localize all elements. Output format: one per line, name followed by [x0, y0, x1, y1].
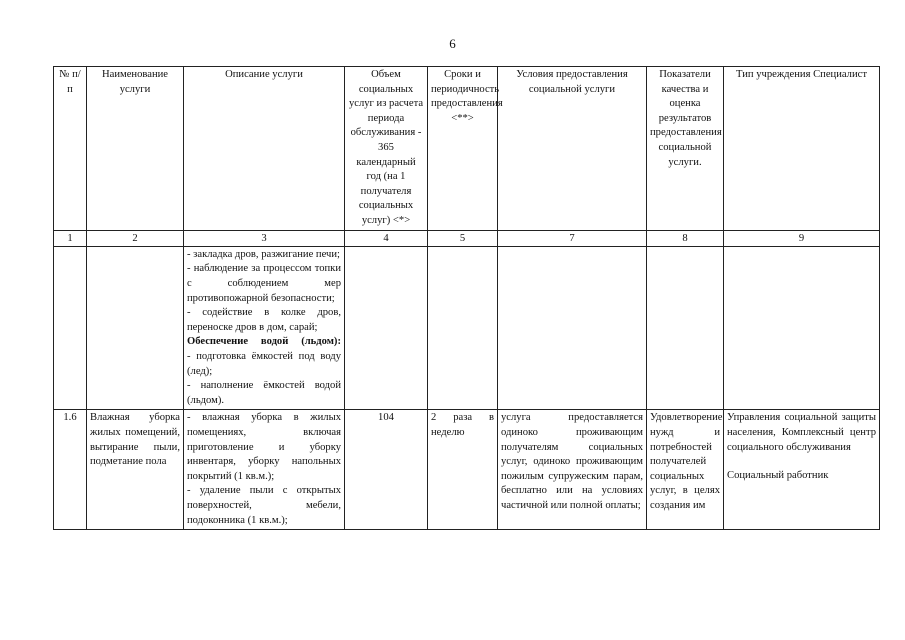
column-number: 8 [647, 230, 724, 246]
service-description-cell [184, 410, 345, 530]
cell-empty [54, 246, 87, 410]
header-description: Описание услуги [184, 67, 345, 231]
table-header-row [54, 67, 880, 231]
service-description-cell [184, 246, 345, 410]
table-row [54, 246, 880, 410]
service-name: Влажная уборка жилых помещений, вытирание пыли, подметание пола [87, 410, 184, 530]
cell-empty [345, 246, 428, 410]
description-subheading: Обеспечение водой (льдом): [187, 336, 341, 348]
header-volume: Объем социальных услуг из расчета периода обслуживания - 365 календарный год (на 1 получателя социальных услуг) <*> [345, 67, 428, 231]
column-number: 5 [428, 230, 498, 246]
description-item: - наполнение ёмкостей водой (льдом). [187, 380, 341, 406]
cell-empty [647, 246, 724, 410]
services-table [53, 66, 880, 530]
description-item: - удаление пыли с открытых поверхностей, мебели, подоконника (1 кв.м.); [187, 485, 341, 526]
header-period: Сроки и периодичность предоставления <**> [428, 67, 498, 231]
header-conditions: Условия предоставления социальной услуги [498, 67, 647, 231]
column-number-row [54, 230, 880, 246]
column-number: 1 [54, 230, 87, 246]
description-item: - закладка дров, разжигание печи; [187, 248, 340, 260]
table-row [54, 410, 880, 530]
service-period: 2 раза в неделю [428, 410, 498, 530]
column-number: 2 [87, 230, 184, 246]
column-number: 9 [724, 230, 880, 246]
cell-empty [498, 246, 647, 410]
cell-empty [428, 246, 498, 410]
service-quality: Удовлетворение нужд и потребностей получателей социальных услуг, в целях создания им [647, 410, 724, 530]
description-item: - подготовка ёмкостей под воду (лед); [187, 350, 341, 377]
service-volume: 104 [345, 410, 428, 530]
description-item: - наблюдение за процессом топки с соблюдением мер противопожарной безопасности; [187, 263, 341, 304]
header-number: № п/п [54, 67, 87, 231]
column-number: 4 [345, 230, 428, 246]
service-number: 1.6 [54, 410, 87, 530]
cell-empty [87, 246, 184, 410]
page-number: 6 [449, 36, 456, 51]
header-quality: Показатели качества и оценка результатов предоставления социальной услуги. [647, 67, 724, 231]
institution-type: Управления социальной защиты населения, Комплексный центр социального обслуживания [727, 412, 876, 453]
column-number: 3 [184, 230, 345, 246]
spacer [727, 455, 876, 469]
column-number: 7 [498, 230, 647, 246]
cell-empty [724, 246, 880, 410]
header-institution: Тип учреждения Специалист [724, 67, 880, 231]
description-item: - влажная уборка в жилых помещениях, включая приготовление и уборку инвентаря, уборку напольных покрытий (1 кв.м.); [187, 412, 341, 482]
service-conditions: услуга предоставляется одиноко проживающим получателям социальных услуг, одиноко проживающим пожилым супружеским парам, бесплатно или на условиях частичной или полной оплаты; [498, 410, 647, 530]
description-item: - содействие в колке дров, переноске дров в дом, сарай; [187, 307, 341, 333]
specialist: Социальный работник [727, 470, 829, 482]
service-institution-cell [724, 410, 880, 530]
header-service-name: Наименование услуги [87, 67, 184, 231]
